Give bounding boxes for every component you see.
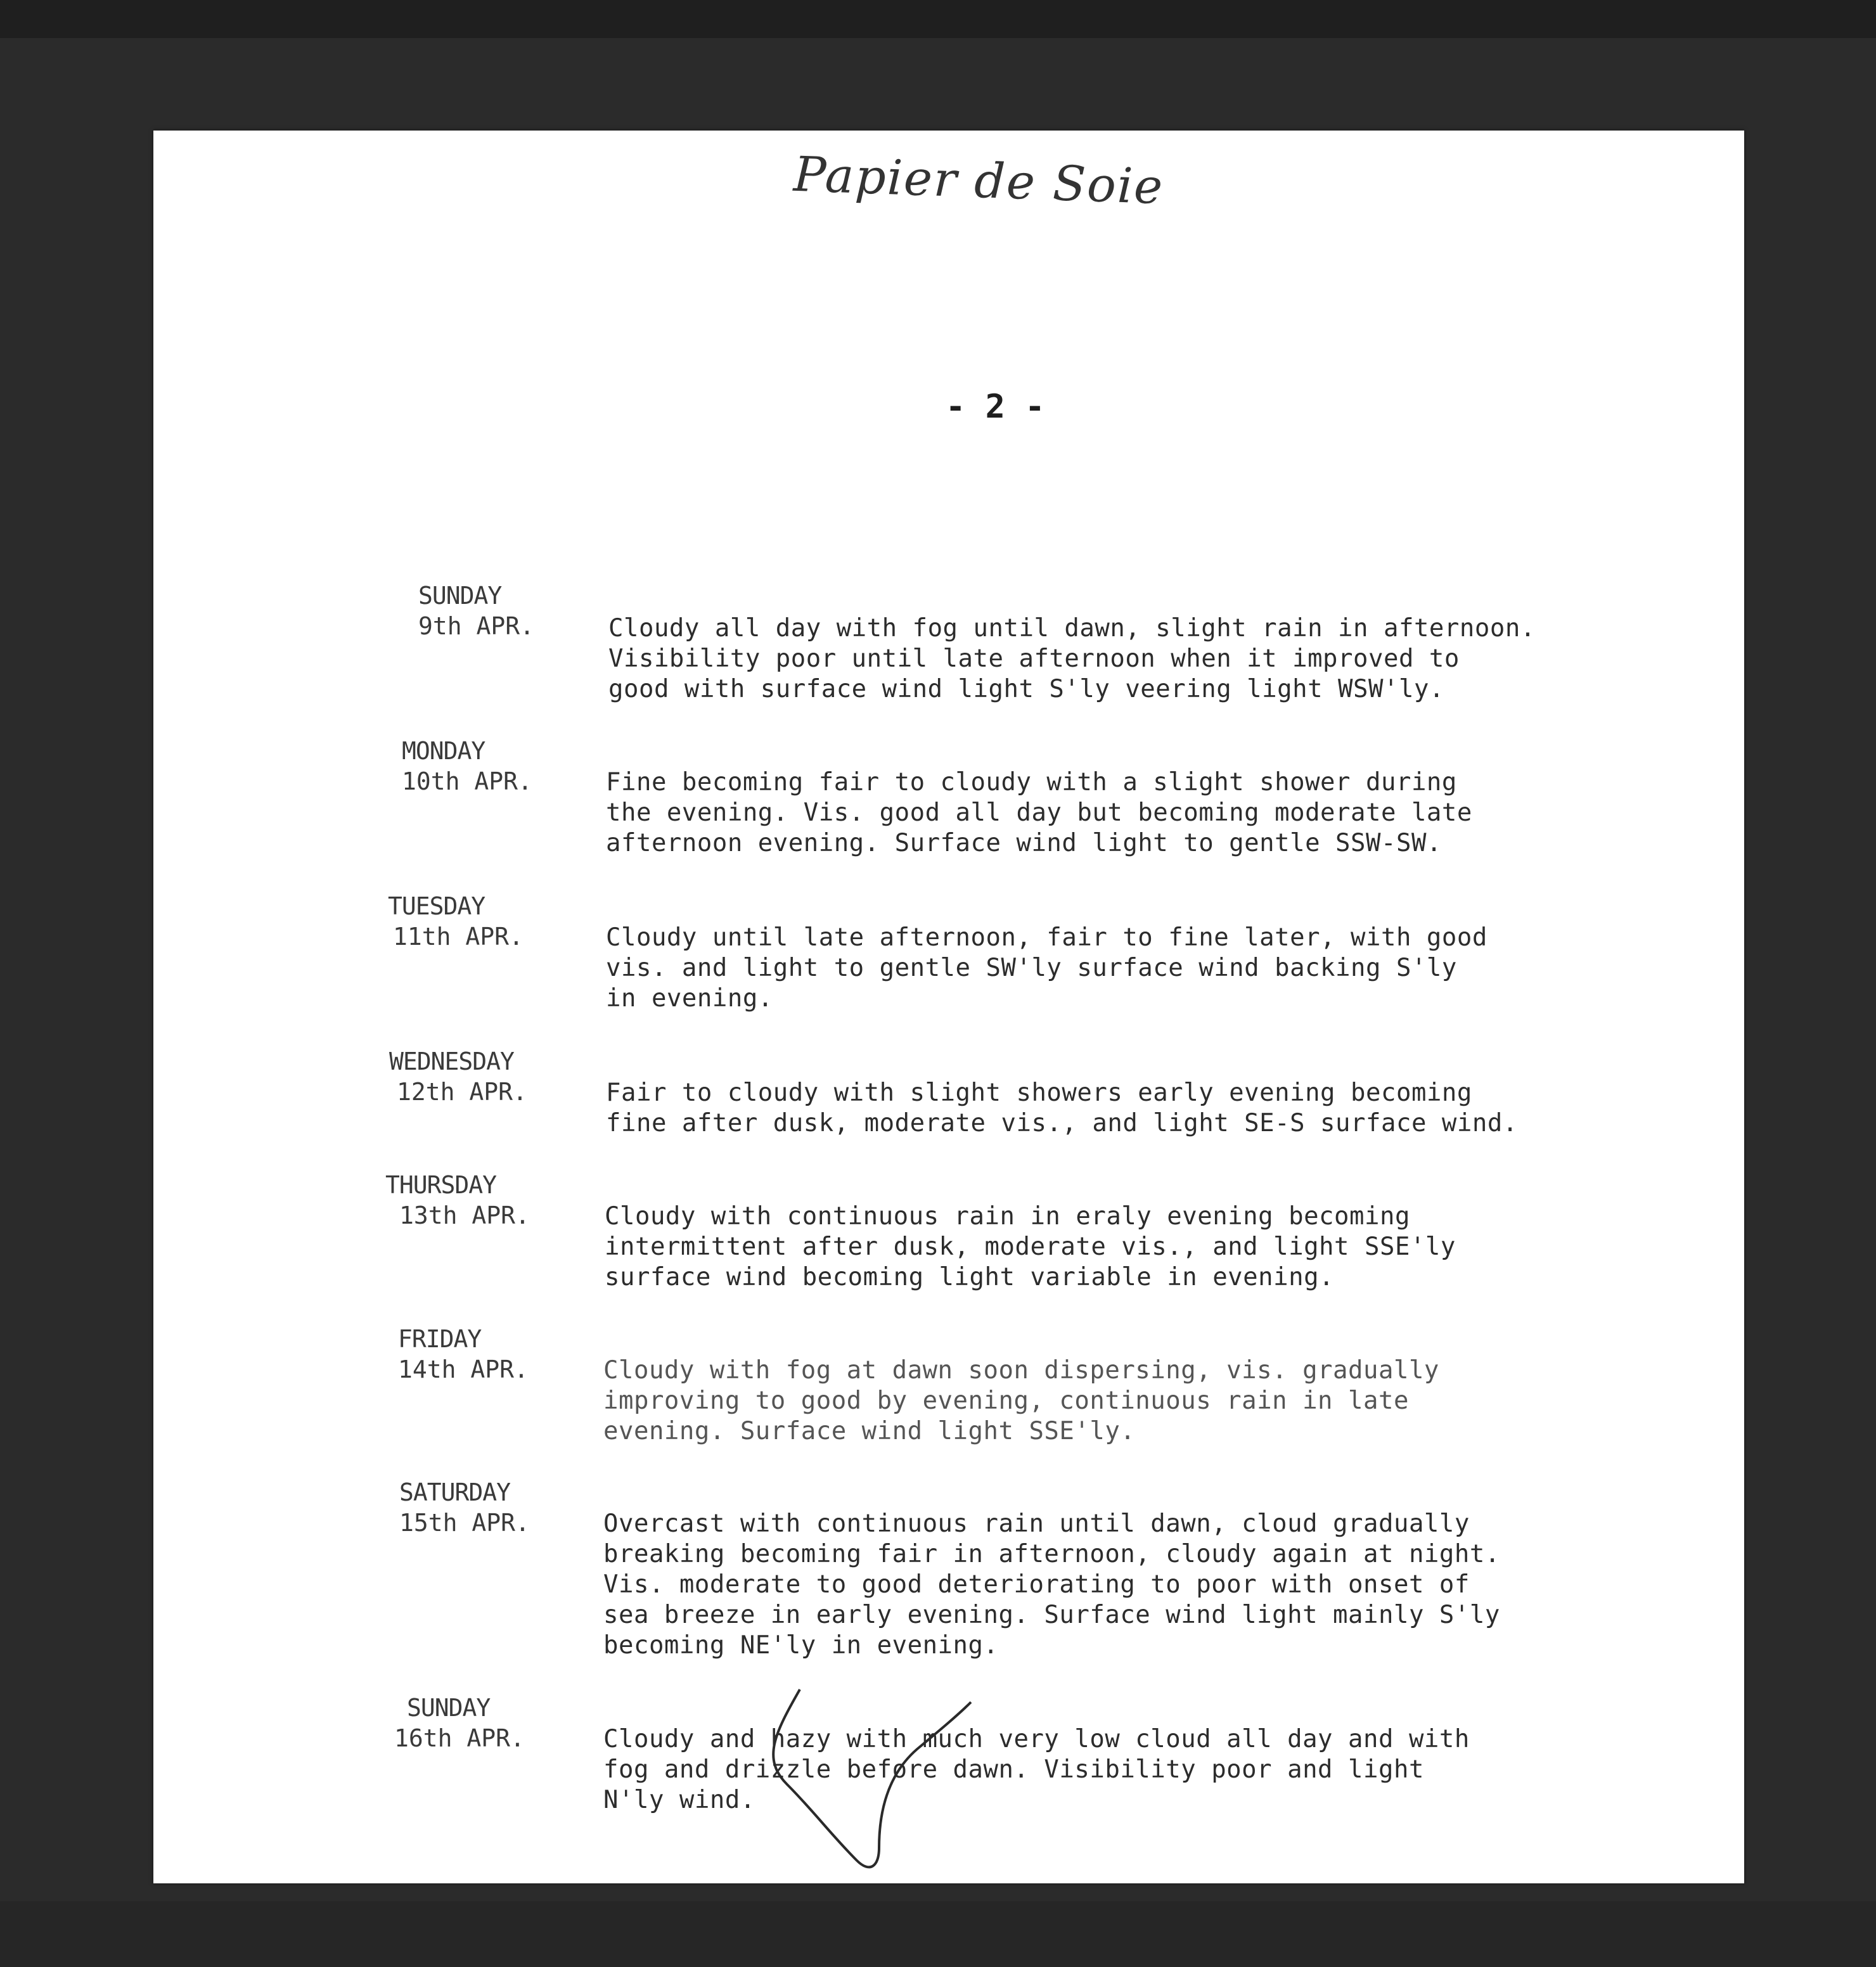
weekday: THURSDAY bbox=[385, 1171, 497, 1199]
weather-description: Cloudy with continuous rain in eraly evening becoming intermittent after dusk, moderate vis., and light SSE'ly surface wind becoming light variable in evening. bbox=[605, 1202, 1456, 1291]
film-frame-bottom bbox=[0, 1901, 1876, 1967]
date: 12th APR. bbox=[397, 1078, 527, 1106]
day-label bbox=[399, 1477, 589, 1538]
day-label bbox=[394, 1693, 597, 1753]
page-number: - 2 - bbox=[946, 388, 1045, 426]
date: 16th APR. bbox=[394, 1724, 525, 1752]
date: 15th APR. bbox=[399, 1509, 530, 1537]
date: 11th APR. bbox=[393, 923, 524, 951]
weather-description: Overcast with continuous rain until dawn, cloud gradually breaking becoming fair in afternoon, cloudy again at night. Vis. moderate to good deteriorating to poor with onset of sea breeze in early evening. Surface wind light mainly S'ly becoming NE'ly in evening. bbox=[603, 1509, 1500, 1660]
weather-description: Cloudy with fog at dawn soon dispersing, vis. gradually improving to good by evening, continuous rain in late evening. Surface wind light SSE'ly. bbox=[603, 1356, 1439, 1445]
day-label bbox=[398, 1324, 588, 1385]
handwritten-note: Papier de Soie bbox=[792, 145, 1165, 215]
weekday: SUNDAY bbox=[418, 582, 502, 610]
day-label bbox=[402, 736, 592, 797]
weather-description: Cloudy and hazy with much very low cloud all day and with fog and drizzle before dawn. Visibility poor and light N'ly wind. bbox=[603, 1725, 1470, 1814]
weekday: SUNDAY bbox=[407, 1694, 491, 1722]
film-frame-top bbox=[0, 0, 1876, 38]
pen-scribble bbox=[762, 1677, 1028, 1880]
date: 9th APR. bbox=[418, 612, 535, 640]
weather-description: Fine becoming fair to cloudy with a slight shower during the evening. Vis. good all day but becoming moderate late afternoon evening. Surface wind light to gentle SSW-SW. bbox=[606, 768, 1472, 857]
day-label bbox=[388, 891, 578, 952]
date: 10th APR. bbox=[402, 767, 532, 795]
weekday: FRIDAY bbox=[398, 1325, 482, 1353]
document-page bbox=[153, 131, 1744, 1883]
weekday: SATURDAY bbox=[399, 1478, 511, 1506]
weekday: TUESDAY bbox=[388, 892, 485, 920]
weather-description: Fair to cloudy with slight showers early evening becoming fine after dusk, moderate vis., and light SE-S surface wind. bbox=[606, 1079, 1518, 1137]
weather-description: Cloudy until late afternoon, fair to fine later, with good vis. and light to gentle SW'ly surface wind backing S'ly in evening. bbox=[606, 923, 1487, 1013]
date: 13th APR. bbox=[399, 1201, 530, 1229]
day-label bbox=[389, 1046, 579, 1107]
weekday: MONDAY bbox=[402, 737, 485, 765]
weather-description: Cloudy all day with fog until dawn, slight rain in afternoon. Visibility poor until late afternoon when it improved to good with surface wind light S'ly veering light WSW'ly. bbox=[608, 614, 1536, 703]
date: 14th APR. bbox=[398, 1355, 529, 1383]
weekday: WEDNESDAY bbox=[389, 1048, 514, 1075]
day-label bbox=[418, 580, 608, 641]
day-label bbox=[385, 1170, 575, 1231]
